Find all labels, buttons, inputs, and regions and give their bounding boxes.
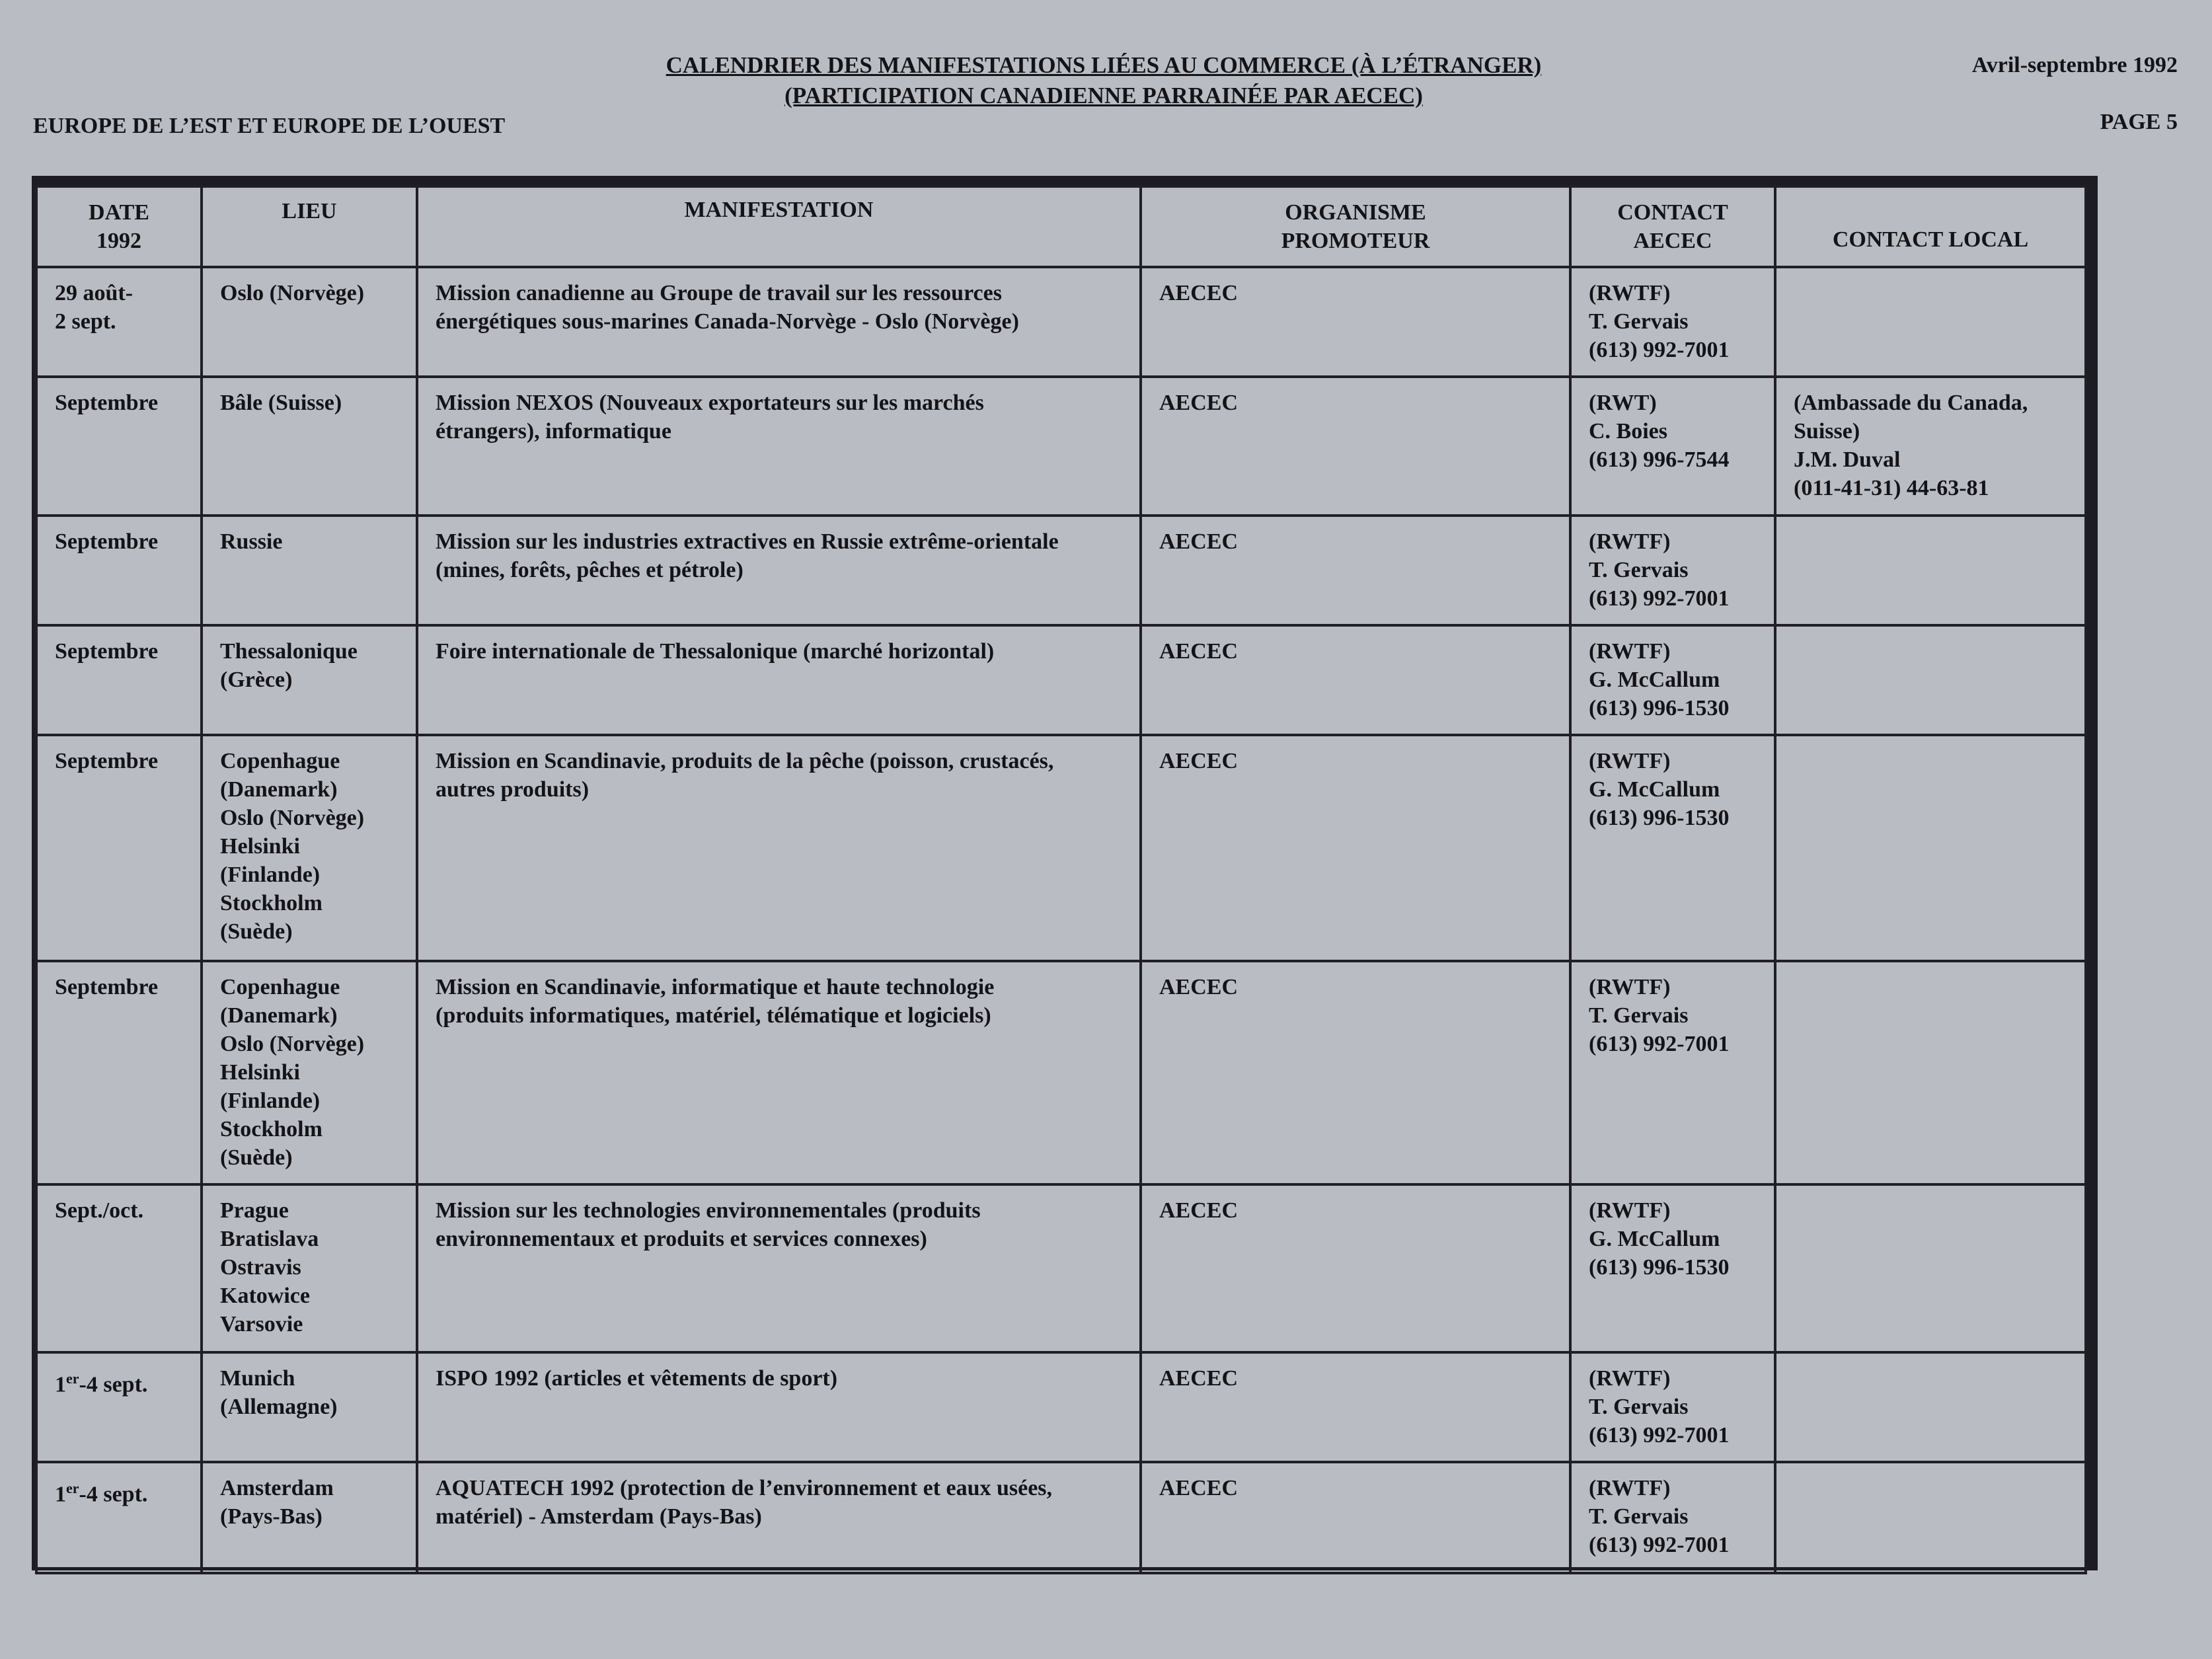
table-row — [36, 961, 2086, 1184]
cell-manifestation — [417, 735, 1141, 961]
cell-line: (Suède) — [220, 1145, 293, 1170]
cell-contact — [1570, 377, 1775, 516]
cell-line: T. Gervais — [1589, 1504, 1689, 1529]
cell-manifestation — [417, 377, 1141, 516]
cell-line: Thessalonique — [220, 639, 358, 664]
cell-line: Copenhague — [220, 749, 340, 773]
cell-line: 2 sept. — [55, 309, 116, 334]
cell-line: T. Gervais — [1589, 558, 1689, 582]
cell-line: AQUATECH 1992 (protection de l’environnement et eaux usées, — [436, 1476, 1053, 1500]
cell-date — [36, 1352, 202, 1462]
cell-line: (RWTF) — [1589, 975, 1671, 999]
col-header-line: 1992 — [96, 229, 141, 253]
cell-line: (mines, forêts, pêches et pétrole) — [436, 558, 744, 582]
cell-date — [36, 735, 202, 961]
date-range: Avril-septembre 1992 — [1971, 53, 2178, 77]
table-row — [36, 516, 2086, 625]
cell-line: (613) 992-7001 — [1589, 1533, 1730, 1557]
cell-local — [1775, 1462, 2086, 1573]
cell-line: (Grèce) — [220, 668, 293, 692]
cell-line: Bâle (Suisse) — [220, 391, 342, 415]
cell-line: (RWTF) — [1589, 639, 1671, 664]
table-row — [36, 1184, 2086, 1352]
cell-contact — [1570, 516, 1775, 625]
table-row — [36, 377, 2086, 516]
cell-line: (613) 996-1530 — [1589, 1255, 1730, 1280]
table-body — [36, 267, 2086, 1573]
cell-manifestation — [417, 267, 1141, 377]
cell-contact — [1570, 1462, 1775, 1573]
col-header-line: AECEC — [1633, 229, 1712, 253]
cell-local — [1775, 961, 2086, 1184]
cell-line: Mission sur les industries extractives en Russie extrême-orientale — [436, 529, 1059, 554]
cell-line: Amsterdam — [220, 1476, 334, 1500]
cell-line: (produits informatiques, matériel, télématique et logiciels) — [436, 1003, 991, 1028]
cell-organisme — [1141, 625, 1570, 735]
cell-line: Mission en Scandinavie, informatique et haute technologie — [436, 975, 995, 999]
cell-line: Oslo (Norvège) — [220, 806, 365, 830]
cell-line: (Pays-Bas) — [220, 1504, 323, 1529]
cell-line: AECEC — [1159, 391, 1239, 415]
cell-line: (RWTF) — [1589, 749, 1671, 773]
cell-lieu — [202, 516, 417, 625]
cell-line: AECEC — [1159, 749, 1239, 773]
cell-line: (Finlande) — [220, 863, 321, 887]
cell-line: (Suède) — [220, 919, 293, 944]
cell-line: Septembre — [55, 391, 159, 415]
cell-manifestation — [417, 1184, 1141, 1352]
cell-line: (Danemark) — [220, 777, 338, 802]
col-header-line: PROMOTEUR — [1281, 229, 1430, 253]
cell-date — [36, 1184, 202, 1352]
cell-line: Varsovie — [220, 1312, 303, 1336]
cell-lieu — [202, 267, 417, 377]
col-header-line: DATE — [89, 200, 149, 225]
cell-line: (Finlande) — [220, 1089, 321, 1113]
region-label: EUROPE DE L’EST ET EUROPE DE L’OUEST — [33, 114, 506, 138]
cell-manifestation — [417, 1352, 1141, 1462]
cell-line: C. Boies — [1589, 419, 1667, 444]
cell-line: T. Gervais — [1589, 1395, 1689, 1419]
cell-lieu — [202, 961, 417, 1184]
cell-line: AECEC — [1159, 639, 1239, 664]
cell-local — [1775, 1352, 2086, 1462]
cell-line: (RWTF) — [1589, 281, 1671, 305]
cell-local — [1775, 516, 2086, 625]
cell-line: G. McCallum — [1589, 777, 1720, 802]
col-header-date — [36, 186, 202, 267]
cell-line: AECEC — [1159, 1476, 1239, 1500]
cell-line: ISPO 1992 (articles et vêtements de sport) — [436, 1366, 838, 1391]
table-row — [36, 1462, 2086, 1573]
cell-line: Septembre — [55, 749, 159, 773]
cell-line: 29 août- — [55, 281, 133, 305]
cell-line: Ostravis — [220, 1255, 301, 1280]
cell-line: Mission NEXOS (Nouveaux exportateurs sur les marchés — [436, 391, 984, 415]
cell-line: matériel) - Amsterdam (Pays-Bas) — [436, 1504, 762, 1529]
cell-date — [36, 1462, 202, 1573]
col-header-line: LIEU — [282, 199, 337, 223]
cell-local — [1775, 377, 2086, 516]
cell-organisme — [1141, 1352, 1570, 1462]
cell-line: Suisse) — [1794, 419, 1860, 444]
cell-contact — [1570, 961, 1775, 1184]
cell-line: (RWTF) — [1589, 1476, 1671, 1500]
col-header-manifestation — [417, 186, 1141, 267]
cell-date — [36, 516, 202, 625]
cell-line: Oslo (Norvège) — [220, 1032, 365, 1056]
cell-organisme — [1141, 377, 1570, 516]
events-table-frame — [32, 176, 2098, 1570]
cell-line: T. Gervais — [1589, 309, 1689, 334]
cell-line: (Ambassade du Canada, — [1794, 391, 2028, 415]
cell-line: (RWTF) — [1589, 1366, 1671, 1391]
cell-contact — [1570, 1352, 1775, 1462]
cell-organisme — [1141, 961, 1570, 1184]
cell-line: environnementaux et produits et services connexes) — [436, 1227, 927, 1251]
cell-line: Helsinki — [220, 834, 300, 859]
cell-local — [1775, 267, 2086, 377]
cell-manifestation — [417, 625, 1141, 735]
cell-line: Septembre — [55, 639, 159, 664]
cell-lieu — [202, 625, 417, 735]
cell-line: étrangers), informatique — [436, 419, 671, 444]
cell-local — [1775, 735, 2086, 961]
col-header-contact-aecec — [1570, 186, 1775, 267]
cell-date — [36, 961, 202, 1184]
cell-line: AECEC — [1159, 529, 1239, 554]
cell-line: Foire internationale de Thessalonique (marché horizontal) — [436, 639, 995, 664]
cell-line: Prague — [220, 1198, 289, 1223]
cell-line: Stockholm — [220, 1117, 323, 1141]
cell-line: Copenhague — [220, 975, 340, 999]
cell-lieu — [202, 1462, 417, 1573]
table-row — [36, 625, 2086, 735]
title-line-2: (PARTICIPATION CANADIENNE PARRAINÉE PAR AECEC) — [784, 83, 1423, 108]
col-header-lieu — [202, 186, 417, 267]
cell-line: G. McCallum — [1589, 1227, 1720, 1251]
cell-lieu — [202, 1184, 417, 1352]
page-number: PAGE 5 — [2100, 110, 2178, 134]
cell-line: AECEC — [1159, 1198, 1239, 1223]
cell-lieu — [202, 1352, 417, 1462]
cell-line: (613) 996-7544 — [1589, 447, 1730, 472]
cell-lieu — [202, 377, 417, 516]
cell-manifestation — [417, 961, 1141, 1184]
cell-local — [1775, 625, 2086, 735]
title-line-1: CALENDRIER DES MANIFESTATIONS LIÉES AU COMMERCE (À L’ÉTRANGER) — [666, 52, 1542, 78]
cell-line: Helsinki — [220, 1060, 300, 1085]
table-row — [36, 267, 2086, 377]
cell-date — [36, 267, 202, 377]
cell-line: Bratislava — [220, 1227, 319, 1251]
cell-line: Oslo (Norvège) — [220, 281, 365, 305]
cell-line: J.M. Duval — [1794, 447, 1901, 472]
cell-line: (RWT) — [1589, 391, 1657, 415]
cell-line: Mission en Scandinavie, produits de la pêche (poisson, crustacés, — [436, 749, 1054, 773]
cell-contact — [1570, 625, 1775, 735]
cell-organisme — [1141, 1184, 1570, 1352]
col-header-line: ORGANISME — [1285, 200, 1426, 225]
table-row — [36, 735, 2086, 961]
document-title — [661, 50, 1546, 111]
cell-line: Septembre — [55, 529, 159, 554]
cell-organisme — [1141, 267, 1570, 377]
col-header-line: CONTACT — [1617, 200, 1728, 225]
cell-line: 1er-4 sept. — [55, 1370, 148, 1397]
cell-organisme — [1141, 516, 1570, 625]
cell-date — [36, 625, 202, 735]
cell-line: (613) 996-1530 — [1589, 696, 1730, 720]
cell-line: AECEC — [1159, 281, 1239, 305]
cell-manifestation — [417, 516, 1141, 625]
cell-line: (RWTF) — [1589, 529, 1671, 554]
cell-line: Stockholm — [220, 891, 323, 915]
cell-line: (613) 996-1530 — [1589, 806, 1730, 830]
cell-line: Mission sur les technologies environnementales (produits — [436, 1198, 981, 1223]
cell-line: AECEC — [1159, 975, 1239, 999]
cell-organisme — [1141, 735, 1570, 961]
cell-line: (RWTF) — [1589, 1198, 1671, 1223]
cell-local — [1775, 1184, 2086, 1352]
cell-line: G. McCallum — [1589, 668, 1720, 692]
cell-contact — [1570, 1184, 1775, 1352]
cell-line: (613) 992-7001 — [1589, 1423, 1730, 1447]
col-header-line: MANIFESTATION — [684, 198, 874, 222]
cell-line: (011-41-31) 44-63-81 — [1794, 476, 1989, 500]
cell-line: (Danemark) — [220, 1003, 338, 1028]
col-header-contact-local — [1775, 186, 2086, 267]
cell-line: Mission canadienne au Groupe de travail sur les ressources — [436, 281, 1002, 305]
cell-line: Russie — [220, 529, 283, 554]
col-header-line: CONTACT LOCAL — [1832, 227, 2029, 252]
cell-line: énergétiques sous-marines Canada-Norvège - Oslo (Norvège) — [436, 309, 1019, 334]
cell-line: (613) 992-7001 — [1589, 338, 1730, 362]
cell-manifestation — [417, 1462, 1141, 1573]
cell-line: (613) 992-7001 — [1589, 1032, 1730, 1056]
cell-line: Munich — [220, 1366, 295, 1391]
cell-line: 1er-4 sept. — [55, 1480, 148, 1507]
cell-line: Katowice — [220, 1284, 310, 1308]
cell-line: (Allemagne) — [220, 1395, 338, 1419]
cell-line: autres produits) — [436, 777, 590, 802]
col-header-organisme — [1141, 186, 1570, 267]
cell-contact — [1570, 267, 1775, 377]
cell-line: Sept./oct. — [55, 1198, 144, 1223]
cell-lieu — [202, 735, 417, 961]
table-row — [36, 1352, 2086, 1462]
cell-line: T. Gervais — [1589, 1003, 1689, 1028]
cell-line: (613) 992-7001 — [1589, 586, 1730, 611]
cell-organisme — [1141, 1462, 1570, 1573]
cell-contact — [1570, 735, 1775, 961]
cell-line: AECEC — [1159, 1366, 1239, 1391]
cell-line: Septembre — [55, 975, 159, 999]
cell-date — [36, 377, 202, 516]
events-table — [35, 185, 2087, 1574]
table-header-row — [36, 186, 2086, 267]
